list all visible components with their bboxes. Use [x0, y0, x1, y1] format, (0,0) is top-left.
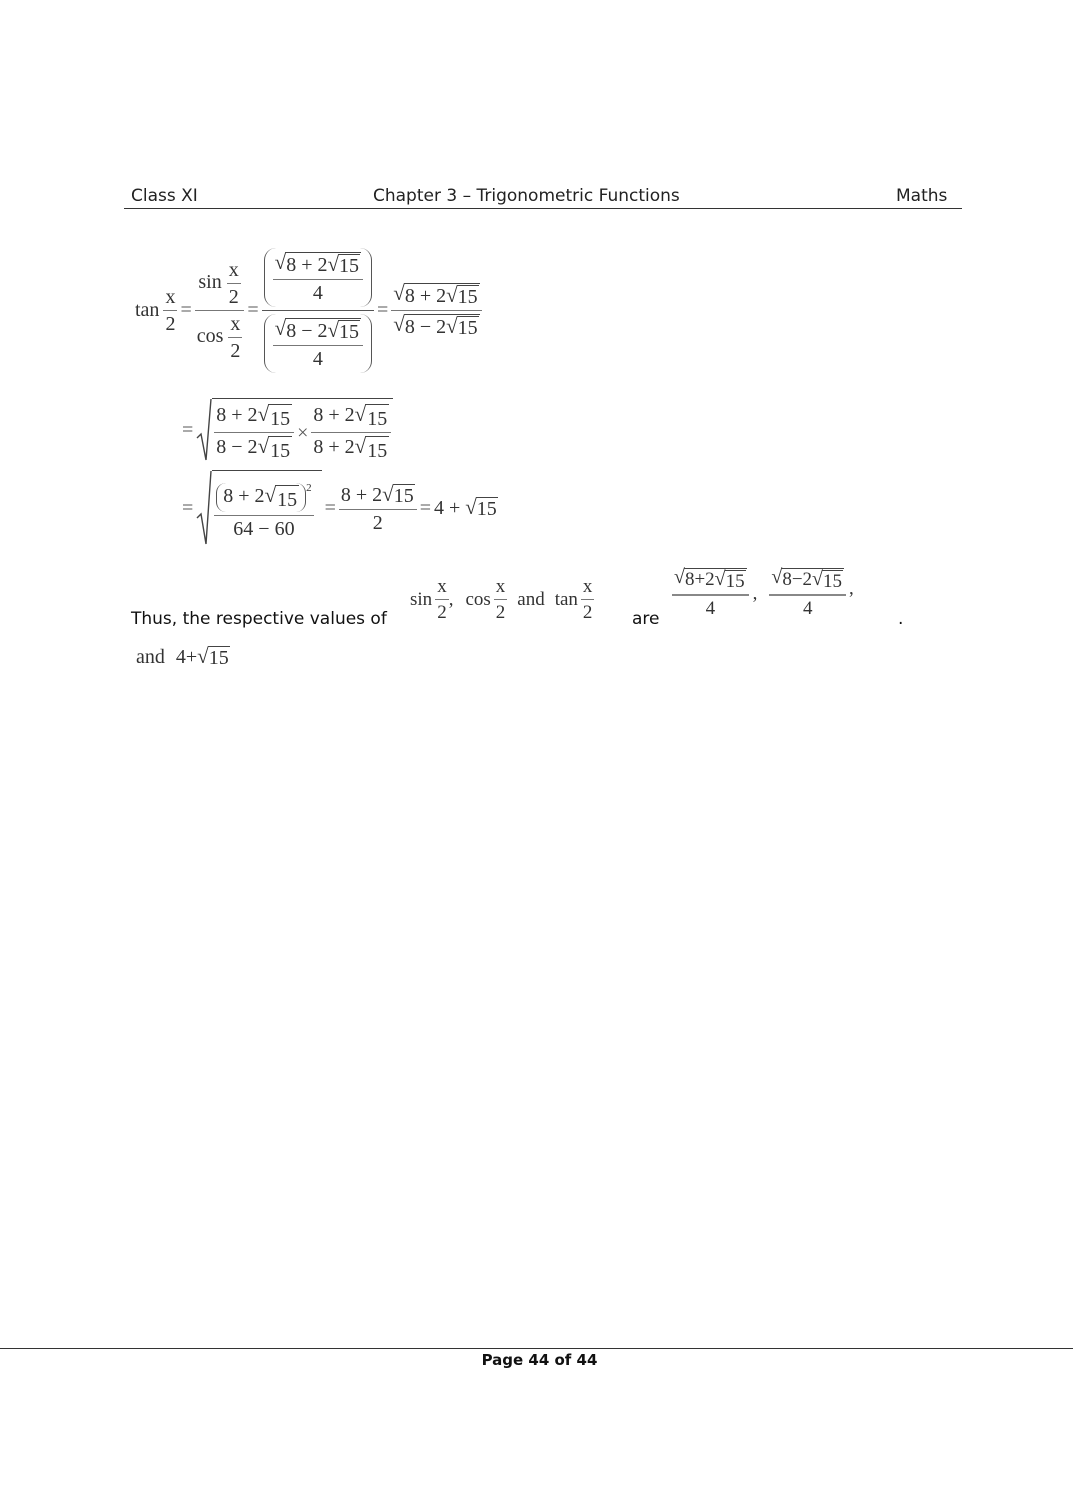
- radical-icon: √: [393, 311, 405, 336]
- sqrt-inner: [327, 251, 360, 277]
- denominator: 8 + 2 √ 15: [313, 434, 388, 462]
- fraction-bar: [228, 337, 242, 338]
- sqrt-body: 15: [393, 484, 414, 507]
- fraction-sin-value: [672, 568, 749, 618]
- fraction-plus-over-minus: [214, 404, 294, 461]
- numerator: [672, 568, 749, 591]
- sqrt-body: 15: [208, 647, 229, 669]
- sqrt-inner: [812, 570, 843, 591]
- fraction-bar: [769, 594, 846, 596]
- radical-icon: √: [327, 317, 340, 342]
- big-sqrt: [196, 398, 393, 462]
- numerator: x: [495, 575, 506, 597]
- fraction-bar: [214, 515, 313, 516]
- fraction-bar: [163, 310, 177, 311]
- radical-icon: √: [354, 402, 367, 426]
- fraction-plus-over-2: [339, 481, 417, 534]
- denominator: [391, 311, 481, 339]
- radical-icon: √: [257, 434, 270, 458]
- equation-line-1: [135, 234, 482, 386]
- denominator: 2: [582, 601, 593, 623]
- sqrt-inner: [446, 313, 479, 339]
- sqrt-outer: [393, 280, 479, 308]
- numerator: x: [165, 285, 176, 308]
- fraction-sqrt-plus-over-sqrt-minus: [391, 280, 481, 339]
- equals-sign: =: [182, 497, 194, 519]
- conclusion-tan-value: [136, 646, 230, 668]
- equals-sign: =: [247, 299, 259, 321]
- fraction-cos-value: [769, 568, 846, 618]
- and-label: and: [136, 646, 165, 668]
- sqrt-body: 15: [339, 320, 360, 343]
- radical-icon: [196, 398, 212, 462]
- result-integer: 4: [175, 646, 186, 668]
- sqrt-body: 15: [339, 254, 360, 277]
- fraction-bar: [339, 509, 417, 510]
- paren-group: 8 + 2 √ 15: [216, 483, 306, 512]
- equation-line-3: [182, 470, 498, 546]
- sin-label: sin: [410, 588, 433, 610]
- fraction-sin-cos-values: [262, 248, 374, 373]
- denominator-cos-x-2: [195, 314, 245, 361]
- header-subject: Maths: [896, 186, 948, 206]
- radical-icon: √: [354, 434, 367, 458]
- numerator-paren: [262, 248, 374, 307]
- fraction-bar: [391, 310, 481, 311]
- comma: ,: [752, 582, 758, 604]
- sqrt-body: 15: [268, 404, 292, 429]
- sqrt-body: 15: [823, 571, 842, 592]
- denominator: 2: [230, 339, 241, 362]
- numerator: x: [582, 575, 593, 597]
- tan-label: tan: [135, 299, 160, 321]
- fraction-bar: [227, 283, 241, 284]
- radical-icon: √: [264, 482, 277, 507]
- fraction-sqrt-minus-over-4: [273, 315, 363, 370]
- sqrt-inner: [715, 570, 746, 591]
- sqrt-inner: [355, 436, 390, 461]
- fraction-bar: [311, 432, 391, 433]
- sqrt-inner: [465, 497, 498, 519]
- radical-icon: √: [327, 251, 340, 276]
- equals-sign: =: [182, 419, 194, 441]
- sqrt-body: 8 − 2 √ 15: [404, 313, 478, 339]
- denominator: 2: [165, 312, 176, 335]
- numerator-sin-x-2: [196, 260, 242, 307]
- cos-label: cos: [465, 588, 491, 610]
- fraction-bar: [494, 599, 508, 600]
- big-sqrt: [196, 470, 321, 546]
- numerator: [214, 483, 313, 512]
- header-chapter-title: Chapter 3 – Trigonometric Functions: [373, 186, 680, 206]
- radical-icon: √: [446, 313, 458, 338]
- sqrt-body: 8 + 2 √ 15: [286, 251, 360, 277]
- sqrt-body: 8 − 2 √ 15: [286, 317, 360, 343]
- sqrt-inner: [382, 481, 415, 507]
- comma: ,: [448, 588, 454, 610]
- fraction-x-over-2: [163, 287, 177, 334]
- fraction-bar: [214, 432, 294, 433]
- denominator: 2: [495, 601, 506, 623]
- fraction-plus-over-plus: [311, 404, 391, 461]
- radical-icon: √: [274, 249, 287, 274]
- numerator: x: [228, 258, 239, 281]
- fraction-sin-over-cos: [195, 260, 245, 361]
- sqrt-outer: [274, 315, 361, 343]
- denominator-paren: [262, 314, 374, 373]
- fraction-x-over-2: [227, 260, 241, 307]
- numerator: 8 + 2 √ 15: [216, 402, 291, 430]
- radical-icon: √: [382, 481, 394, 506]
- sqrt-inner: [355, 404, 390, 429]
- denominator: 2: [228, 285, 239, 308]
- times-sign: ×: [297, 421, 309, 444]
- radical-icon: √: [257, 402, 270, 426]
- denominator: 4: [312, 281, 323, 304]
- result-integer: 4: [433, 497, 444, 519]
- sqrt-inner: [327, 317, 360, 343]
- conclusion-lead: Thus, the respective values of: [131, 609, 387, 629]
- denominator: 4: [802, 598, 813, 619]
- sqrt-body: 15: [365, 404, 389, 429]
- sqrt-outer: [771, 568, 844, 591]
- sqrt-body: 15: [275, 485, 299, 510]
- numerator: [273, 249, 363, 277]
- sqrt-body: 8−2 √ 15: [782, 568, 842, 592]
- page-number: Page 44 of 44: [481, 1351, 598, 1369]
- sqrt-body: 15: [365, 436, 389, 461]
- radical-icon: √: [674, 566, 685, 588]
- header-divider: [124, 208, 962, 209]
- numerator: [769, 568, 846, 591]
- sqrt-outer: [393, 311, 479, 339]
- sqrt-body: 15: [457, 316, 478, 339]
- equals-sign: =: [180, 299, 192, 321]
- fraction-x-over-2: [581, 577, 595, 622]
- sqrt-body: [212, 398, 393, 462]
- fraction-x-over-2: [494, 577, 508, 622]
- radical-icon: √: [465, 495, 477, 519]
- conclusion-are: are: [632, 609, 660, 629]
- radical-icon: √: [446, 282, 458, 307]
- fraction-sqrt-plus-over-4: [273, 249, 363, 304]
- denominator: 4: [705, 598, 716, 619]
- radical-icon: √: [812, 568, 823, 590]
- sqrt-inner: [264, 482, 300, 511]
- sqrt-outer: [674, 568, 747, 591]
- sqrt-body: 15: [268, 436, 292, 461]
- exponent: 2: [306, 481, 312, 494]
- sqrt-inner: [258, 436, 293, 461]
- fraction-bar: [581, 599, 595, 600]
- sqrt-body: 15: [476, 498, 497, 520]
- conclusion-math-values: [672, 561, 854, 625]
- sqrt-body: 8+2 √ 15: [684, 568, 745, 592]
- radical-icon: √: [274, 315, 287, 340]
- sqrt-inner: [258, 404, 293, 429]
- tan-value: 4+ √ 15: [175, 644, 229, 669]
- numerator: x: [230, 312, 241, 335]
- fraction-bar: [672, 594, 749, 596]
- denominator: 64 − 60: [233, 517, 295, 540]
- sqrt-body: 15: [725, 571, 745, 592]
- header-class: Class XI: [131, 186, 198, 206]
- fraction-bar: [273, 345, 363, 346]
- sqrt-outer: [274, 249, 361, 277]
- fraction-x-over-2: [435, 577, 449, 622]
- radical-icon: √: [714, 568, 726, 590]
- denominator: 2: [372, 511, 383, 534]
- comma: ,: [849, 578, 854, 599]
- sqrt-body: [212, 470, 321, 546]
- sqrt-body: 8 + 2 √ 15: [404, 282, 478, 308]
- fraction-bar: [262, 310, 374, 311]
- paren-group: [264, 314, 372, 373]
- radical-icon: √: [771, 566, 783, 588]
- sqrt-inner: [446, 282, 479, 308]
- equation-line-2: [182, 398, 393, 462]
- tan-label: tan: [554, 588, 578, 610]
- denominator: 8 − 2 √ 15: [216, 434, 291, 462]
- sqrt-body: 15: [457, 285, 478, 308]
- radical-icon: [196, 470, 212, 546]
- numerator: x: [437, 575, 447, 597]
- radical-icon: √: [197, 644, 209, 668]
- fraction-bar: [195, 310, 245, 311]
- equals-sign: =: [419, 497, 431, 519]
- fraction-bar: [273, 279, 363, 280]
- numerator: 8 + 2 √ 15: [313, 402, 388, 430]
- numerator: [391, 280, 481, 308]
- sin-label: sin: [198, 270, 222, 293]
- conclusion-period: .: [898, 609, 904, 629]
- paren-group: [264, 248, 372, 307]
- sqrt-inner: [197, 646, 230, 668]
- equals-sign: =: [324, 497, 336, 519]
- and-label: and: [517, 588, 545, 610]
- result-value: 4 + √ 15: [433, 495, 497, 520]
- cos-label: cos: [196, 324, 224, 347]
- fraction-square-over-diff: [214, 483, 313, 539]
- denominator: 4: [312, 347, 323, 370]
- footer-divider: [0, 1348, 1073, 1349]
- equals-sign: =: [377, 299, 389, 321]
- numerator: 8 + 2 √ 15: [340, 481, 414, 507]
- radical-icon: √: [393, 280, 405, 305]
- fraction-x-over-2: [228, 314, 242, 361]
- conclusion-math-trig: [410, 574, 594, 624]
- numerator: [273, 315, 363, 343]
- denominator: 2: [437, 601, 447, 623]
- fraction-bar: [435, 599, 449, 600]
